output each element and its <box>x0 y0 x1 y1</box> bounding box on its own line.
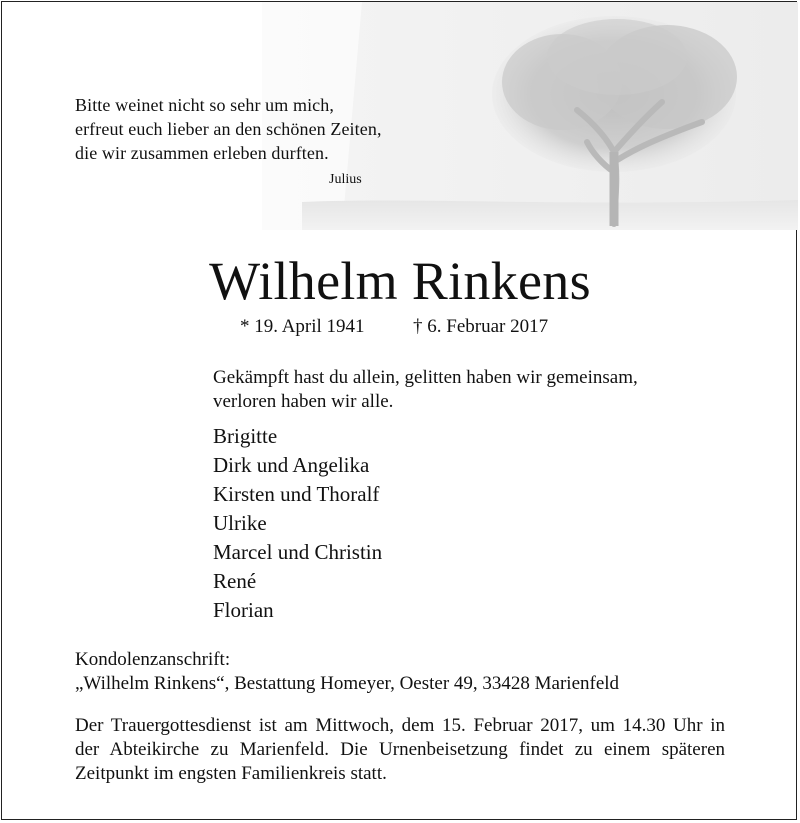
death-date: † 6. Februar 2017 <box>413 316 549 337</box>
family-member: Dirk und Angelika <box>213 453 370 477</box>
birth-date: * 19. April 1941 <box>240 316 365 337</box>
quote-line: die wir zusammen erleben durften. <box>75 143 329 163</box>
verse-line: verloren haben wir alle. <box>213 391 394 412</box>
service-line: der Abteikirche zu Marienfeld. Die Urnenbeisetzung findet zu einem späteren <box>75 739 725 760</box>
quote-line: Bitte weinet nicht so sehr um mich, <box>75 95 334 115</box>
family-member: Kirsten und Thoralf <box>213 482 380 506</box>
family-member: Marcel und Christin <box>213 540 383 564</box>
condolence-address: „Wilhelm Rinkens“, Bestattung Homeyer, Oester 49, 33428 Marienfeld <box>75 673 620 694</box>
service-notice <box>75 714 725 786</box>
service-line: Der Trauergottesdienst ist am Mittwoch, dem 15. Februar 2017, um 14.30 Uhr in <box>75 715 725 736</box>
family-list <box>213 422 382 625</box>
quote-line: erfreut euch lieber an den schönen Zeiten, <box>75 119 382 139</box>
family-member: Ulrike <box>213 511 267 535</box>
condolence-label: Kondolenzanschrift: <box>75 649 231 670</box>
verse-block <box>213 366 638 414</box>
family-member: Brigitte <box>213 424 278 448</box>
verse-line: Gekämpft hast du allein, gelitten haben wir gemeinsam, <box>213 367 638 388</box>
quote-author: Julius <box>329 172 362 187</box>
service-line: Zeitpunkt im engsten Familienkreis statt. <box>75 763 387 784</box>
quote-block <box>75 93 382 165</box>
family-member: Florian <box>213 598 274 622</box>
deceased-name: Wilhelm Rinkens <box>209 251 591 311</box>
condolence-block <box>75 648 619 696</box>
family-member: René <box>213 569 257 593</box>
